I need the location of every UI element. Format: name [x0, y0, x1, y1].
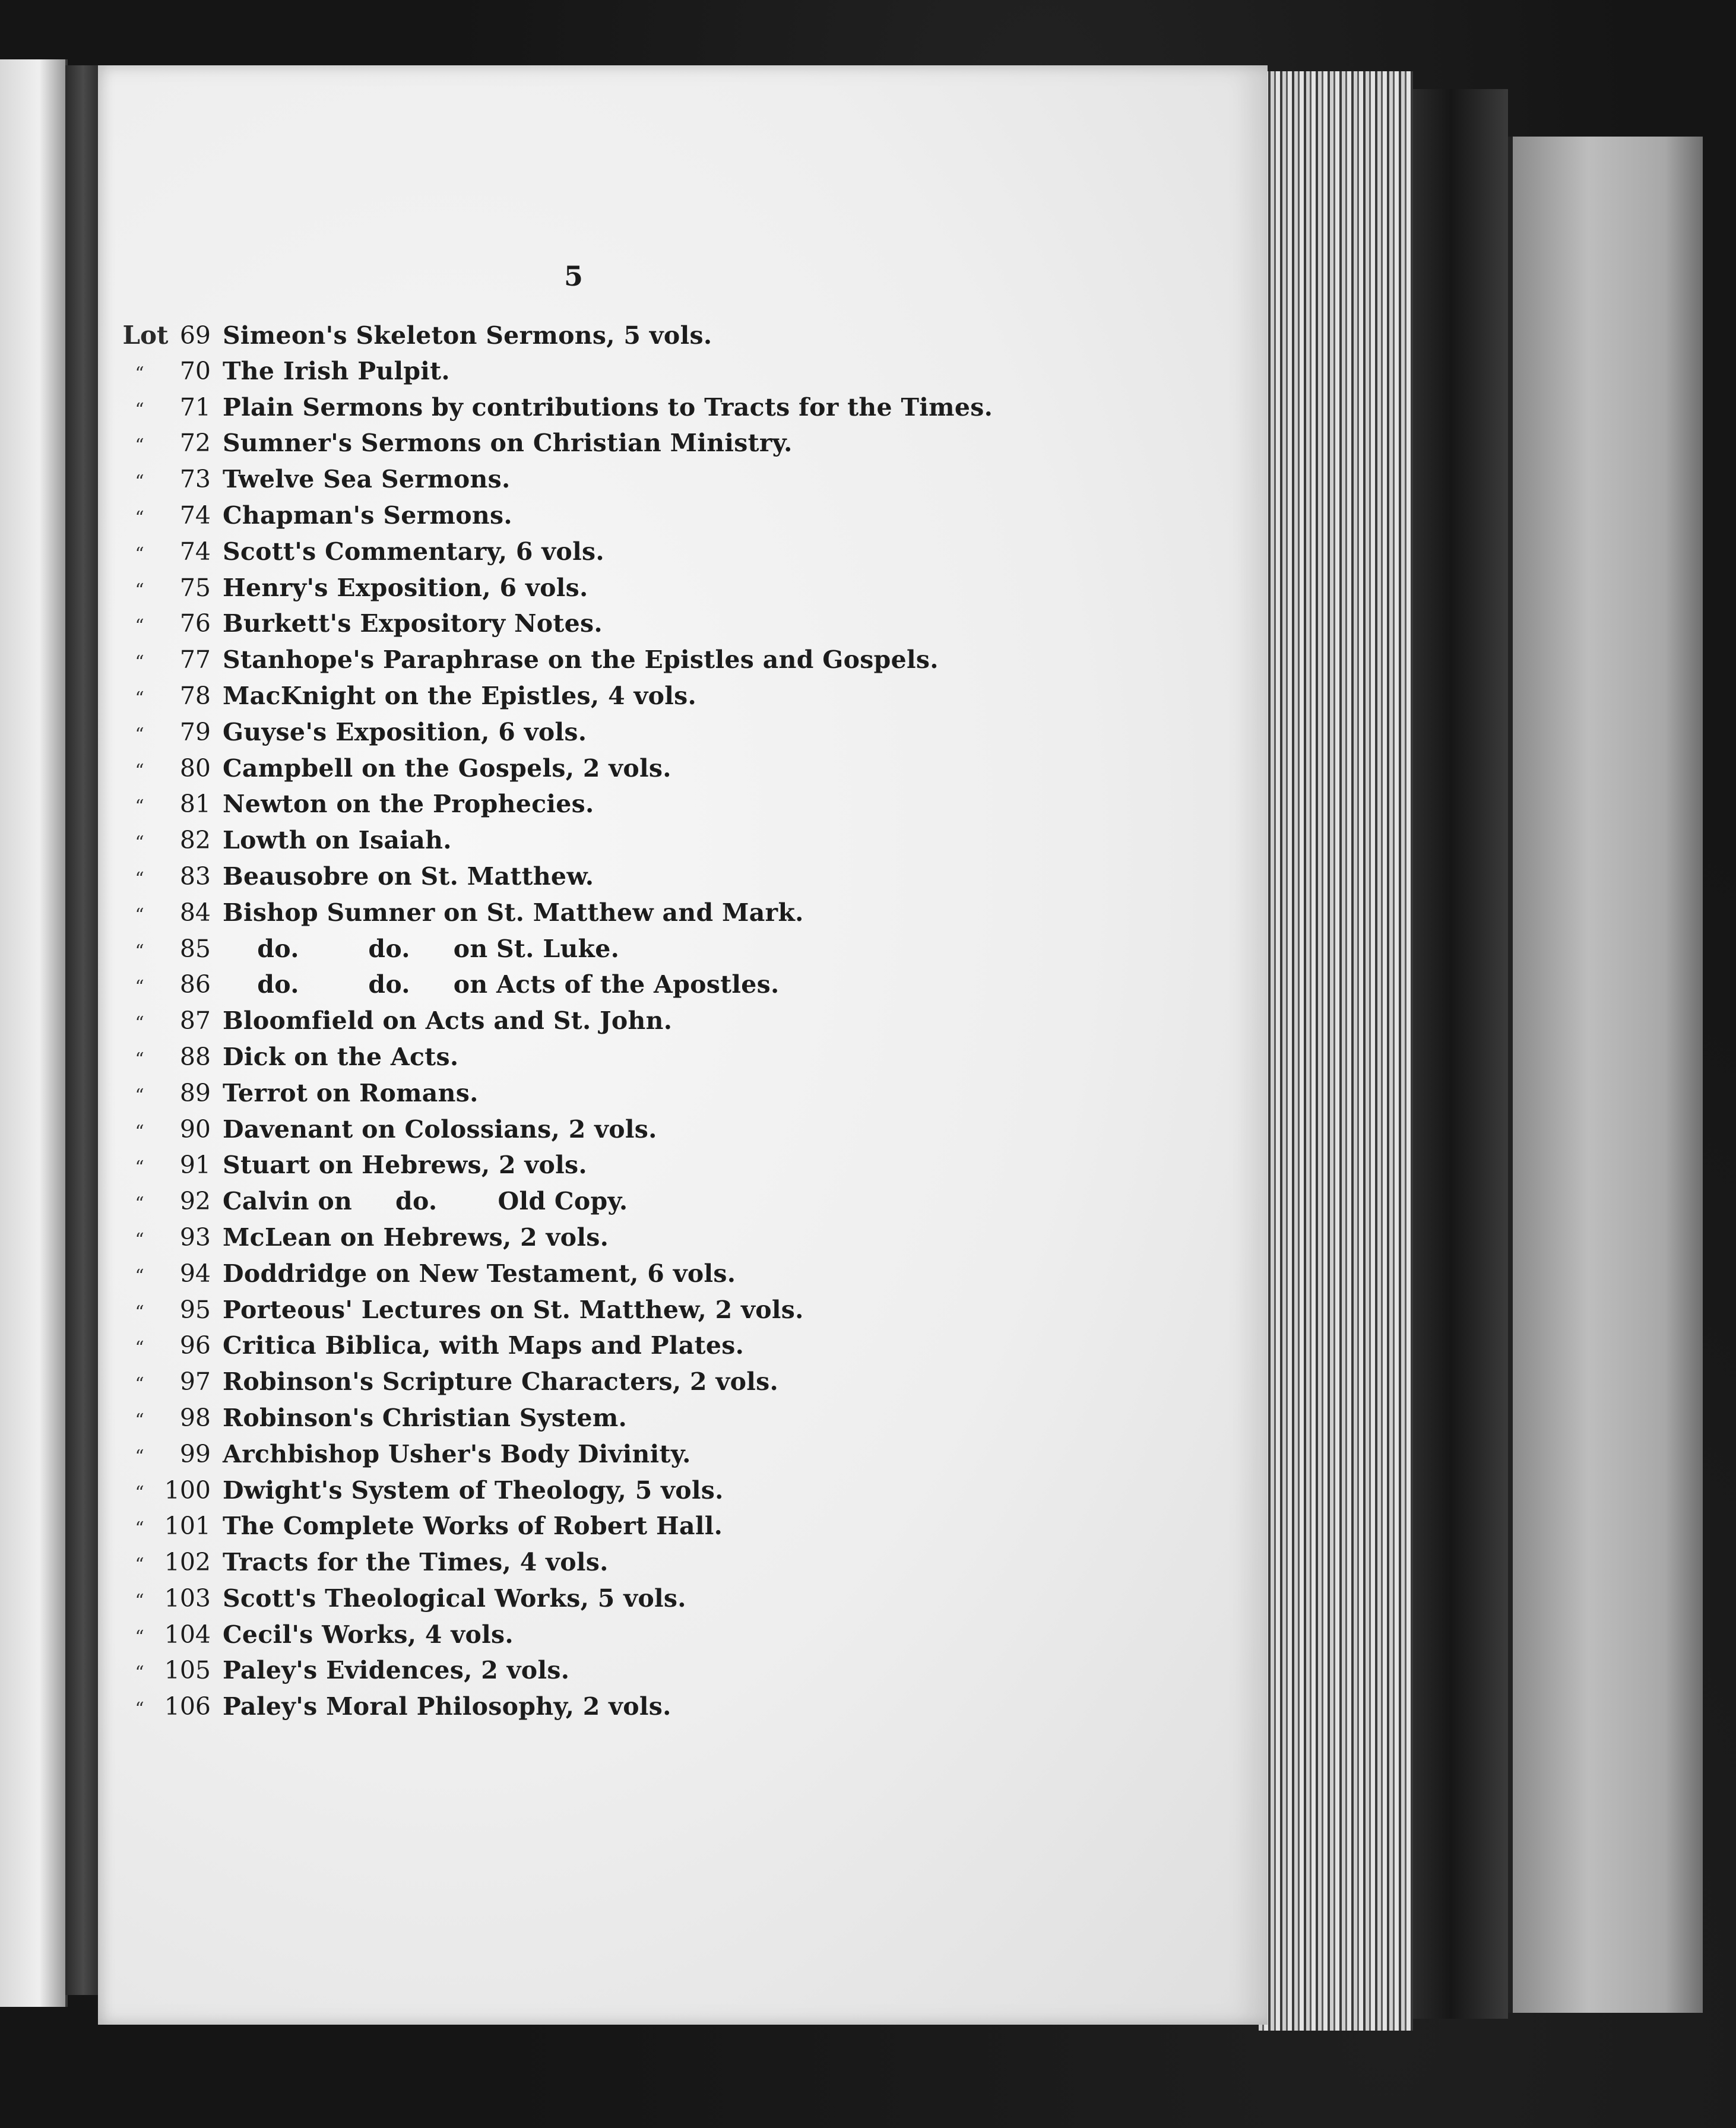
ditto-mark: “ — [135, 1013, 144, 1034]
lot-title: Stuart on Hebrews, 2 vols. — [223, 1151, 587, 1180]
list-item — [122, 1043, 1072, 1079]
list-item — [122, 826, 1072, 862]
lot-number: 101 — [164, 1512, 211, 1541]
lot-number: 71 — [179, 392, 211, 422]
ditto-mark: “ — [135, 1662, 144, 1684]
lot-number: 105 — [164, 1656, 211, 1685]
lot-number: 103 — [164, 1584, 211, 1613]
list-item — [122, 645, 1072, 682]
list-item — [122, 1548, 1072, 1584]
list-item — [122, 1259, 1072, 1296]
lot-title: Porteous' Lectures on St. Matthew, 2 vols. — [223, 1295, 804, 1324]
ditto-mark: “ — [135, 652, 144, 673]
ditto-mark: “ — [135, 1446, 144, 1467]
lot-title: Robinson's Scripture Characters, 2 vols. — [223, 1367, 779, 1396]
ditto-mark: “ — [135, 580, 144, 601]
lot-number: 95 — [179, 1295, 211, 1324]
list-item — [122, 682, 1072, 718]
list-item — [122, 1404, 1072, 1440]
lot-number: 97 — [179, 1367, 211, 1396]
ditto-mark: “ — [135, 868, 144, 889]
ditto-mark: “ — [135, 1699, 144, 1720]
lot-number: 87 — [179, 1006, 211, 1036]
lot-title: do. do. on St. Luke. — [223, 934, 620, 963]
list-item — [122, 1187, 1072, 1223]
lot-title: Robinson's Christian System. — [223, 1403, 628, 1432]
lot-title: Dwight's System of Theology, 5 vols. — [223, 1475, 724, 1505]
lot-title: Plain Sermons by contributions to Tracts for the Times. — [223, 392, 993, 422]
ditto-mark: “ — [135, 1265, 144, 1287]
lot-title: The Irish Pulpit. — [223, 356, 450, 385]
list-item — [122, 898, 1072, 935]
lot-number: 90 — [179, 1114, 211, 1144]
lot-title: Bishop Sumner on St. Matthew and Mark. — [223, 898, 804, 927]
lot-number: 86 — [179, 970, 211, 999]
lot-title: Campbell on the Gospels, 2 vols. — [223, 753, 671, 783]
lot-number: 84 — [179, 898, 211, 927]
lot-number: 102 — [164, 1548, 211, 1577]
ditto-mark: “ — [135, 977, 144, 998]
list-item — [122, 1512, 1072, 1548]
lot-title: Doddridge on New Testament, 6 vols. — [223, 1259, 736, 1288]
list-item — [122, 321, 1072, 357]
list-item — [122, 429, 1072, 465]
list-item — [122, 1006, 1072, 1043]
lot-number: 99 — [179, 1439, 211, 1468]
lot-title: Scott's Theological Works, 5 vols. — [223, 1584, 686, 1613]
lot-number: 98 — [179, 1403, 211, 1432]
list-item — [122, 1620, 1072, 1657]
lot-title: Sumner's Sermons on Christian Ministry. — [223, 429, 793, 458]
lot-number: 70 — [179, 356, 211, 385]
lot-number: 75 — [179, 573, 211, 602]
lot-title: Stanhope's Paraphrase on the Epistles and Gospels. — [223, 645, 939, 674]
lot-title: Paley's Evidences, 2 vols. — [223, 1656, 570, 1685]
lot-title: Davenant on Colossians, 2 vols. — [223, 1114, 657, 1144]
list-item — [122, 1692, 1072, 1728]
lot-title: Bloomfield on Acts and St. John. — [223, 1006, 673, 1036]
lot-number: 94 — [179, 1259, 211, 1288]
ditto-mark: “ — [135, 724, 144, 745]
lot-number: 85 — [179, 934, 211, 963]
ditto-mark: “ — [135, 760, 144, 781]
list-item — [122, 1223, 1072, 1259]
lot-title: Critica Biblica, with Maps and Plates. — [223, 1331, 745, 1360]
lot-title: Terrot on Romans. — [223, 1078, 479, 1107]
lot-title: Twelve Sea Sermons. — [223, 465, 511, 494]
ditto-mark: “ — [135, 1554, 144, 1576]
lot-number: 82 — [179, 826, 211, 855]
ditto-mark: “ — [135, 435, 144, 457]
ditto-mark: “ — [135, 616, 144, 637]
lot-title: Newton on the Prophecies. — [223, 790, 594, 819]
ditto-mark: “ — [135, 1302, 144, 1323]
lot-title: Burkett's Expository Notes. — [223, 609, 603, 638]
ditto-mark: “ — [135, 1482, 144, 1503]
lot-title: Simeon's Skeleton Sermons, 5 vols. — [223, 321, 712, 350]
ditto-mark: “ — [135, 363, 144, 384]
lot-number: 81 — [179, 790, 211, 819]
lot-list — [122, 321, 1072, 1728]
list-item — [122, 609, 1072, 645]
lot-number: 74 — [179, 537, 211, 566]
ditto-mark: “ — [135, 1626, 144, 1648]
ditto-mark: “ — [135, 796, 144, 818]
list-item — [122, 1115, 1072, 1151]
ditto-mark: “ — [135, 1338, 144, 1359]
lot-title: MacKnight on the Epistles, 4 vols. — [223, 681, 697, 710]
list-item — [122, 1296, 1072, 1332]
list-item — [122, 790, 1072, 826]
lot-number: 72 — [179, 429, 211, 458]
lot-title: Tracts for the Times, 4 vols. — [223, 1548, 609, 1577]
lot-number: 80 — [179, 753, 211, 783]
lot-title: do. do. on Acts of the Apostles. — [223, 970, 780, 999]
list-item — [122, 1584, 1072, 1620]
lot-number: 73 — [179, 465, 211, 494]
list-item — [122, 1440, 1072, 1476]
lot-label: Lot — [122, 321, 169, 350]
lot-number: 92 — [179, 1187, 211, 1216]
lot-title: Paley's Moral Philosophy, 2 vols. — [223, 1692, 671, 1721]
lot-title: Calvin on do. Old Copy. — [223, 1187, 628, 1216]
list-item — [122, 1079, 1072, 1115]
list-item — [122, 537, 1072, 574]
ditto-mark: “ — [135, 940, 144, 962]
lot-title: Henry's Exposition, 6 vols. — [223, 573, 588, 602]
ditto-mark: “ — [135, 1590, 144, 1611]
lot-title: Dick on the Acts. — [223, 1042, 459, 1071]
list-item — [122, 935, 1072, 971]
ditto-mark: “ — [135, 471, 144, 493]
ditto-mark: “ — [135, 543, 144, 565]
lot-number: 93 — [179, 1223, 211, 1252]
list-item — [122, 1476, 1072, 1512]
list-item — [122, 1151, 1072, 1187]
lot-title: Beausobre on St. Matthew. — [223, 862, 594, 891]
lot-number: 79 — [179, 717, 211, 746]
lot-title: Cecil's Works, 4 vols. — [223, 1620, 514, 1649]
list-item — [122, 1367, 1072, 1404]
lot-title: Archbishop Usher's Body Divinity. — [223, 1439, 691, 1468]
lot-number: 89 — [179, 1078, 211, 1107]
lot-title: Lowth on Isaiah. — [223, 826, 452, 855]
lot-title: Guyse's Exposition, 6 vols. — [223, 717, 587, 746]
list-item — [122, 862, 1072, 898]
lot-title: Chapman's Sermons. — [223, 501, 512, 530]
list-item — [122, 1656, 1072, 1692]
list-item — [122, 393, 1072, 429]
page-number: 5 — [564, 260, 584, 292]
list-item — [122, 574, 1072, 610]
ditto-mark: “ — [135, 904, 144, 926]
lot-title: Scott's Commentary, 6 vols. — [223, 537, 604, 566]
lot-number: 74 — [179, 501, 211, 530]
list-item — [122, 754, 1072, 790]
ditto-mark: “ — [135, 1049, 144, 1070]
ditto-mark: “ — [135, 1518, 144, 1540]
list-item — [122, 357, 1072, 393]
list-item — [122, 501, 1072, 537]
ditto-mark: “ — [135, 1229, 144, 1250]
ditto-mark: “ — [135, 688, 144, 709]
ditto-mark: “ — [135, 832, 144, 854]
ditto-mark: “ — [135, 1157, 144, 1179]
ditto-mark: “ — [135, 507, 144, 528]
list-item — [122, 1331, 1072, 1367]
lot-number: 88 — [179, 1042, 211, 1071]
lot-number: 83 — [179, 862, 211, 891]
ditto-mark: “ — [135, 1121, 144, 1142]
lot-number: 77 — [179, 645, 211, 674]
lot-number: 106 — [164, 1692, 211, 1721]
lot-title: The Complete Works of Robert Hall. — [223, 1512, 723, 1541]
lot-number: 69 — [179, 321, 211, 350]
list-item — [122, 970, 1072, 1006]
list-item — [122, 718, 1072, 754]
ditto-mark: “ — [135, 1193, 144, 1215]
ditto-mark: “ — [135, 1085, 144, 1106]
ditto-mark: “ — [135, 399, 144, 420]
list-item — [122, 465, 1072, 501]
lot-title: McLean on Hebrews, 2 vols. — [223, 1223, 609, 1252]
lot-number: 91 — [179, 1151, 211, 1180]
lot-number: 104 — [164, 1620, 211, 1649]
lot-number: 76 — [179, 609, 211, 638]
lot-number: 96 — [179, 1331, 211, 1360]
ditto-mark: “ — [135, 1410, 144, 1431]
lot-number: 78 — [179, 681, 211, 710]
lot-number: 100 — [164, 1475, 211, 1505]
ditto-mark: “ — [135, 1374, 144, 1395]
